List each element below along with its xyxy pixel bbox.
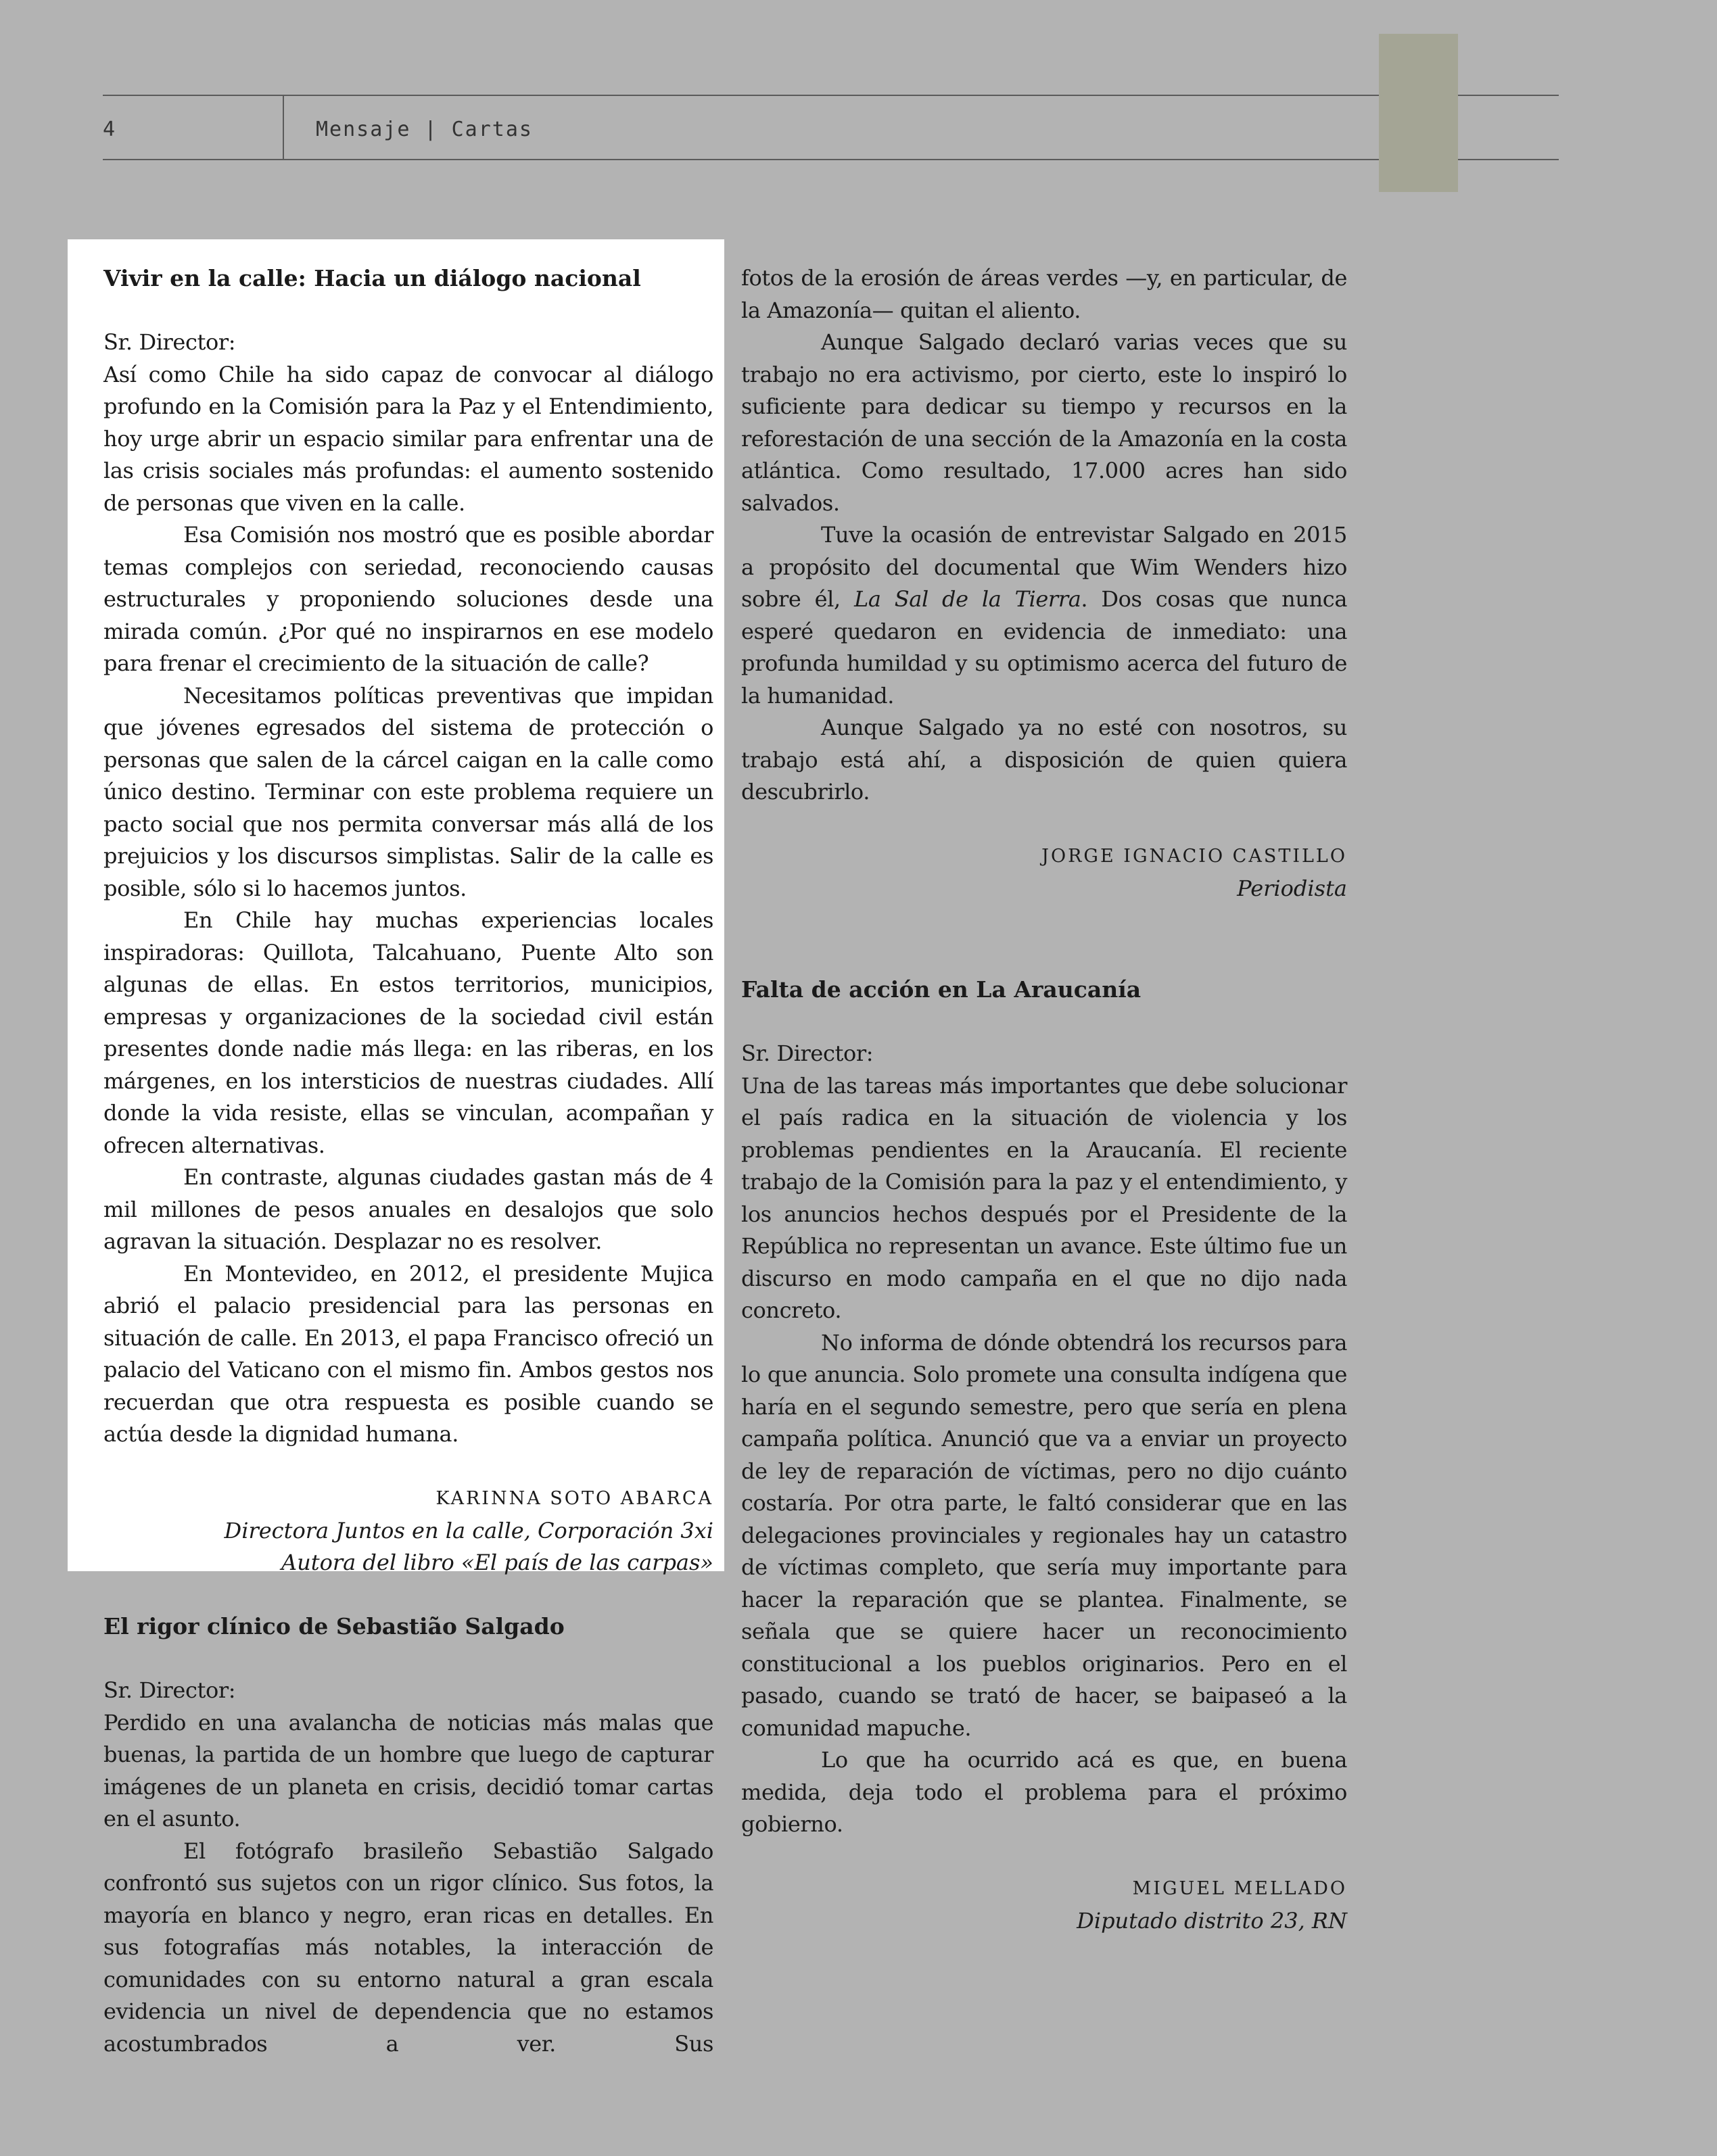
letter-rigor-clinico	[103, 1610, 713, 2060]
signature-role-text: Diputado distrito 23,	[1077, 1907, 1305, 1934]
section-tab-marker	[1379, 34, 1458, 192]
paragraph	[741, 519, 1347, 712]
signature	[741, 1873, 1347, 1938]
section-title: Mensaje | Cartas	[316, 118, 533, 141]
header-bottom-rule	[103, 159, 1559, 160]
signature	[741, 840, 1347, 905]
paragraph: Aunque Salgado ya no esté con nosotros, su trabajo está ahí, a disposición de quien quiera descubrirlo.	[741, 715, 1347, 805]
signature-name: KARINNA SOTO ABARCA	[436, 1487, 713, 1509]
header-divider	[283, 95, 284, 160]
signature-role: Autora del libro «El país de las carpas»	[281, 1550, 713, 1575]
party-abbrev: RN	[1311, 1907, 1347, 1934]
paragraph: Lo que ha ocurrido acá es que, en buena medida, deja todo el problema para el próximo gobierno.	[741, 1747, 1347, 1837]
signature	[103, 1483, 713, 1579]
signature-role: Periodista	[1237, 875, 1347, 901]
paragraph: Una de las tareas más importantes que debe solucionar el país radica en la situación de violencia y los problemas pendientes en la Araucanía. El reciente trabajo de la Comisión para la paz y el entendimiento, y los anuncios hechos después por el Presidente de la República no representan un avance. Este último fue un discurso en modo campaña en el que no dijo nada concreto.	[741, 1072, 1347, 1323]
paragraph: En contraste, algunas ciudades gastan más de 4 mil millones de pesos anuales en desalojos que solo agravan la situación. Desplazar no es resolver.	[103, 1164, 713, 1254]
paragraph: No informa de dónde obtendrá los recursos para lo que anuncia. Solo promete una consulta indígena que haría en el segundo semestre, pero que sería en plena campaña política. Anunció que va a enviar un proyecto de ley de reparación de víctimas, pero no dijo cuánto costaría. Por otra parte, le faltó considerar que en las delegaciones provinciales y regionales hay un catastro de víctimas completo, que sería muy importante para hacer la reparación que se plantea. Finalmente, se señala que se quiere hacer un reconocimiento constitucional a los pueblos originarios. Pero en el pasado, cuando se trató de hacer, se baipaseó a la comunidad mapuche.	[741, 1329, 1347, 1741]
paragraph-text: . Dos cosas que nunca esperé quedaron en evidencia de inmediato: una profunda humildad y su optimismo acerca del futuro de la humanidad.	[741, 586, 1347, 709]
paragraph: Así como Chile ha sido capaz de convocar al diálogo profundo en la Comisión para la Paz y el Entendimiento, hoy urge abrir un espacio similar para enfrentar una de las crisis sociales más profundas: el aumento sostenido de personas que viven en la calle.	[103, 361, 713, 516]
film-title: La Sal de la Tierra	[854, 586, 1081, 612]
paragraph-text: Tuve la ocasión de entrevistar Salgado en 2015 a propósito del documental que Wim Wenders hizo sobre él,	[741, 522, 1347, 612]
salutation: Sr. Director:	[103, 329, 236, 355]
paragraph: Aunque Salgado declaró varias veces que su trabajo no era activismo, por cierto, este lo inspiró lo suficiente para dedicar su tiempo y recursos en la reforestación de una sección de la Amazonía en la costa atlántica. Como resultado, 17.000 acres han sido salvados.	[741, 329, 1347, 516]
signature-role	[741, 1905, 1347, 1938]
page-number: 4	[103, 118, 116, 141]
salutation: Sr. Director:	[741, 1040, 874, 1066]
spacer	[741, 905, 1347, 974]
signature-role: Directora Juntos en la calle, Corporación 3xi	[224, 1517, 713, 1543]
letter-title: Vivir en la calle: Hacia un diálogo nacional	[103, 265, 641, 291]
paragraph: Necesitamos políticas preventivas que impidan que jóvenes egresados del sistema de protección o personas que salen de la cárcel caigan en la calle como único destino. Terminar con este problema requiere un pacto social que nos permita conversar más allá de los prejuicios y los discursos simplistas. Salir de la calle es posible, sólo si lo hacemos juntos.	[103, 682, 713, 901]
header-top-rule	[103, 95, 1559, 96]
paragraph: En Montevideo, en 2012, el presidente Mujica abrió el palacio presidencial para las personas en situación de calle. En 2013, el papa Francisco ofreció un palacio del Vaticano con el mismo fin. Ambos gestos nos recuerdan que otra respuesta es posible cuando se actúa desde la dignidad humana.	[103, 1260, 713, 1447]
salutation: Sr. Director:	[103, 1677, 236, 1703]
paragraph: El fotógrafo brasileño Sebastião Salgado confrontó sus sujetos con un rigor clínico. Sus fotos, la mayoría en blanco y negro, eran ricas en detalles. En sus fotografías más notables, la interacción de comunidades con su entorno natural a gran escala evidencia un nivel de dependencia que no estamos acostumbrados a ver. Sus	[103, 1838, 713, 2057]
paragraph: Perdido en una avalancha de noticias más malas que buenas, la partida de un hombre que luego de capturar imágenes de un planeta en crisis, decidió tomar cartas en el asunto.	[103, 1709, 713, 1831]
letter-title: Falta de acción en La Araucanía	[741, 976, 1142, 1003]
paragraph: Esa Comisión nos mostró que es posible abordar temas complejos con seriedad, reconociendo causas estructurales y proponiendo soluciones desde una mirada común. ¿Por qué no inspirarnos en ese modelo para frenar el crecimiento de la situación de calle?	[103, 522, 713, 676]
signature-name: MIGUEL MELLADO	[1132, 1877, 1347, 1899]
paragraph: En Chile hay muchas experiencias locales inspiradoras: Quillota, Talcahuano, Puente Alto son algunas de ellas. En estos territorios, municipios, empresas y organizaciones de la sociedad civil están presentes donde nadie más llega: en las riberas, en los márgenes, en los intersticios de nuestras ciudades. Allí donde la vida resiste, ellas se vinculan, acompañan y ofrecen alternativas.	[103, 907, 713, 1158]
letter-vivir-en-la-calle	[103, 262, 713, 1579]
letter-title: El rigor clínico de Sebastião Salgado	[103, 1613, 565, 1639]
paragraph-continued: fotos de la erosión de áreas verdes —y, en particular, de la Amazonía— quitan el aliento.	[741, 265, 1347, 323]
signature-name: JORGE IGNACIO CASTILLO	[1041, 845, 1347, 867]
right-column	[741, 262, 1347, 1937]
